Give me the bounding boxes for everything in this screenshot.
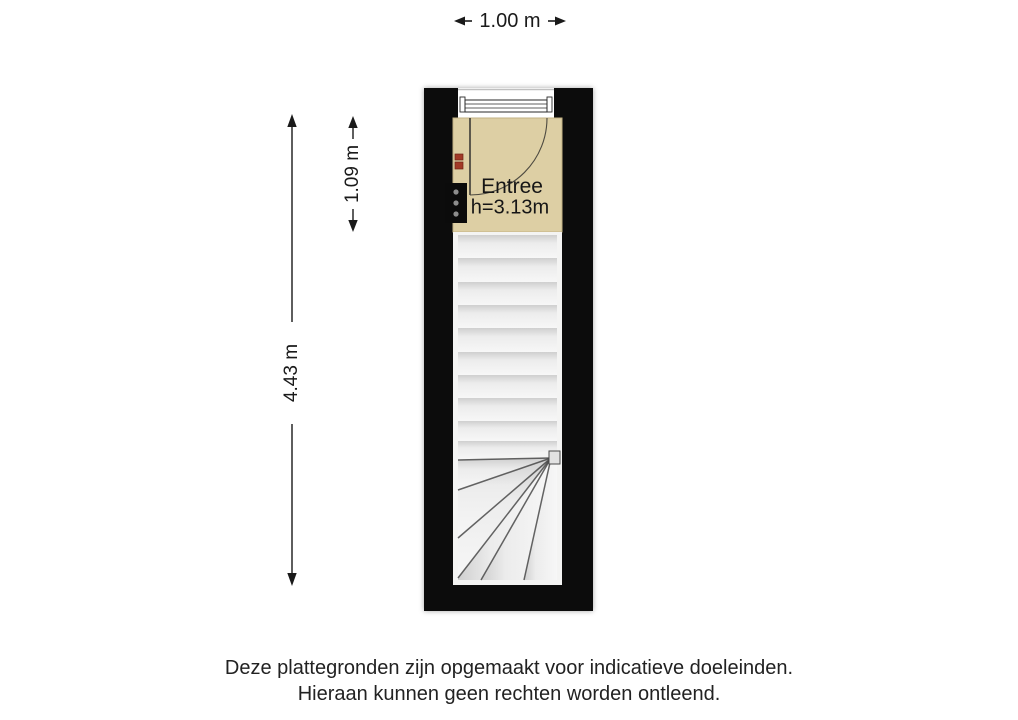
- dimension-width-total: [444, 8, 576, 34]
- newel-post: [549, 451, 560, 464]
- floorplan-drawing: [424, 88, 593, 611]
- dimension-width-label: 1.00 m: [479, 9, 541, 32]
- dim-arrow-left-icon: [453, 15, 472, 27]
- staircase-winder-treads: [458, 441, 557, 580]
- disclaimer-line-2: Hieraan kunnen geen rechten worden ontleend.: [297, 683, 721, 705]
- disclaimer-line-1: Deze plattegronden zijn opgemaakt voor indicatieve doeleinden.: [224, 657, 794, 679]
- meter-cupboard-icon: [445, 183, 467, 223]
- room-name-label: Entree: [481, 175, 543, 198]
- room-ceiling-height-label: h=3.13m: [470, 196, 550, 219]
- dimension-height-total-label: 4.43 m: [281, 340, 303, 406]
- floorplan: [424, 88, 593, 611]
- staircase-straight-treads: [458, 235, 557, 441]
- dimension-entree-depth-label: 1.09 m: [342, 141, 364, 207]
- disclaimer: [0, 655, 1018, 707]
- dim-arrow-right-icon: [548, 15, 567, 27]
